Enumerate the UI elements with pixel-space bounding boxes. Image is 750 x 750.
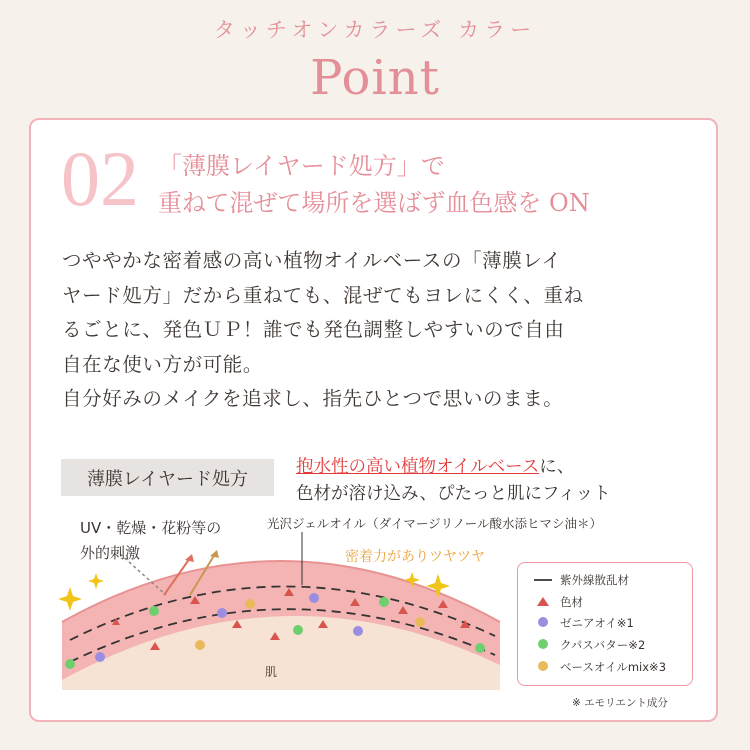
dash-line-icon [534, 573, 552, 587]
emollient-note: ※ エモリエント成分 [572, 697, 668, 709]
body-line: るごとに、発色ＵＰ！誰でも発色調整しやすいので自由 [62, 318, 565, 341]
adhesion-label: 密着力がありツヤツヤ [345, 549, 485, 565]
legend-item [534, 615, 634, 631]
gloss-oil-label: 光沢ジェルオイル（ダイマージリノール酸水添ヒマシ油＊） [267, 516, 603, 531]
legend-label: ゼニアオイ※1 [560, 616, 634, 630]
legend-item [534, 659, 666, 675]
emphasis-text: 抱水性の高い植物オイルベース [296, 457, 540, 477]
legend-label: クパスバター※2 [560, 638, 646, 652]
legend-item [534, 637, 645, 653]
external-stimulus-line1: UV・乾燥・花粉等の [80, 519, 222, 537]
emphasis-line2: 色材が溶け込み、ぴたっと肌にフィット [296, 484, 611, 504]
body-line: つややかな密着感の高い植物オイルベースの「薄膜レイ [62, 249, 562, 272]
body-line: ヤード処方」だから重ねても、混ぜてもヨレにくく、重ね [62, 283, 584, 307]
body-line: 自在な使い方が可能。 [62, 352, 264, 376]
legend-item [534, 572, 629, 588]
skin-label: 肌 [265, 665, 278, 679]
point-heading-line2: 重ねて混ぜて場所を選ばず血色感を ON [158, 189, 590, 217]
emphasis-suffix: に、 [539, 457, 575, 477]
point-number: 02 [61, 135, 139, 222]
formula-label: 薄膜レイヤード処方 [61, 459, 274, 496]
green-dot-icon [534, 638, 552, 653]
legend-label: 色材 [560, 595, 583, 609]
page-title: Point [310, 50, 440, 106]
legend-label: 紫外線散乱材 [560, 573, 629, 587]
body-line: 自分好みのメイクを追求し、指先ひとつで思いのまま。 [62, 387, 564, 410]
legend-item [534, 594, 583, 610]
legend-box [517, 562, 693, 686]
purple-dot-icon [534, 616, 552, 631]
external-stimulus-line2: 外的刺激 [80, 544, 141, 562]
red-triangle-icon [534, 595, 552, 610]
legend-label: ベースオイルmix※3 [560, 660, 667, 674]
orange-dot-icon [534, 660, 552, 675]
brand-subtitle: タッチオンカラーズ カラー [213, 18, 537, 42]
point-heading-line1: 「薄膜レイヤード処方」で [158, 152, 445, 180]
